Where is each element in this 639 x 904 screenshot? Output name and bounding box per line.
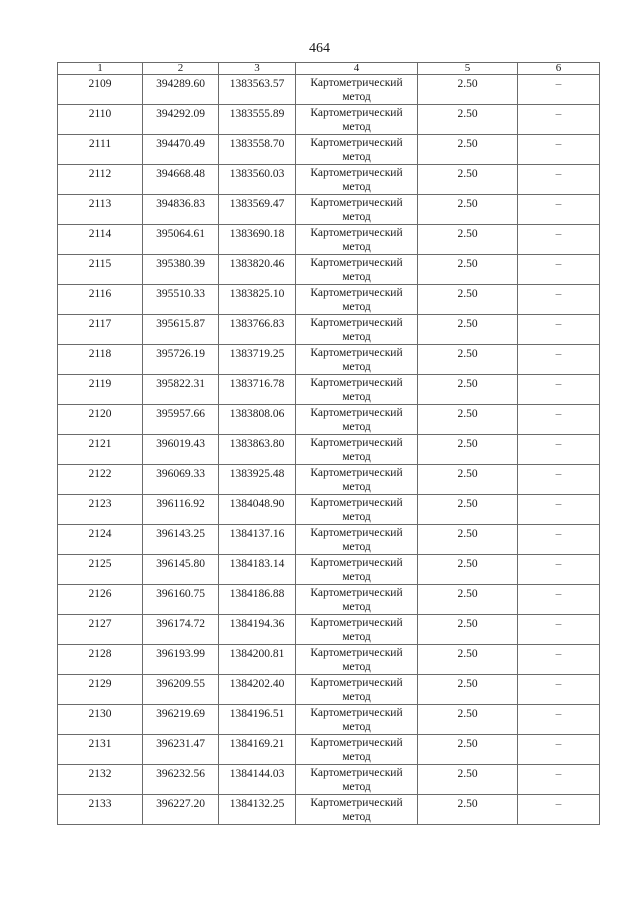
point-number-cell: 2112 [58, 165, 143, 195]
accuracy-cell: 2.50 [418, 525, 518, 555]
accuracy-cell: 2.50 [418, 735, 518, 765]
table-header-row [58, 63, 600, 75]
column-header-3: 3 [219, 63, 296, 75]
method-cell: Картометрический метод [296, 405, 418, 435]
point-number-cell: 2111 [58, 135, 143, 165]
accuracy-cell: 2.50 [418, 555, 518, 585]
y-coordinate-cell: 1383716.78 [219, 375, 296, 405]
y-coordinate-cell: 1383560.03 [219, 165, 296, 195]
point-number-cell: 2109 [58, 75, 143, 105]
method-cell: Картометрический метод [296, 705, 418, 735]
y-coordinate-cell: 1383569.47 [219, 195, 296, 225]
note-cell: – [518, 705, 600, 735]
y-coordinate-cell: 1384137.16 [219, 525, 296, 555]
y-coordinate-cell: 1384132.25 [219, 795, 296, 825]
y-coordinate-cell: 1384202.40 [219, 675, 296, 705]
note-cell: – [518, 405, 600, 435]
method-cell: Картометрический метод [296, 225, 418, 255]
point-number-cell: 2110 [58, 105, 143, 135]
note-cell: – [518, 585, 600, 615]
x-coordinate-cell: 396069.33 [143, 465, 219, 495]
method-cell: Картометрический метод [296, 615, 418, 645]
accuracy-cell: 2.50 [418, 315, 518, 345]
x-coordinate-cell: 395822.31 [143, 375, 219, 405]
method-cell: Картометрический метод [296, 525, 418, 555]
table-row [58, 195, 600, 225]
table-row [58, 135, 600, 165]
table-row [58, 375, 600, 405]
table-row [58, 615, 600, 645]
table-row [58, 225, 600, 255]
point-number-cell: 2129 [58, 675, 143, 705]
note-cell: – [518, 615, 600, 645]
x-coordinate-cell: 395957.66 [143, 405, 219, 435]
y-coordinate-cell: 1384183.14 [219, 555, 296, 585]
accuracy-cell: 2.50 [418, 285, 518, 315]
point-number-cell: 2121 [58, 435, 143, 465]
x-coordinate-cell: 396219.69 [143, 705, 219, 735]
point-number-cell: 2126 [58, 585, 143, 615]
note-cell: – [518, 285, 600, 315]
y-coordinate-cell: 1383719.25 [219, 345, 296, 375]
accuracy-cell: 2.50 [418, 435, 518, 465]
y-coordinate-cell: 1383825.10 [219, 285, 296, 315]
table-row [58, 345, 600, 375]
x-coordinate-cell: 396019.43 [143, 435, 219, 465]
table-row [58, 75, 600, 105]
table-row [58, 705, 600, 735]
note-cell: – [518, 675, 600, 705]
method-cell: Картометрический метод [296, 75, 418, 105]
method-cell: Картометрический метод [296, 765, 418, 795]
method-cell: Картометрический метод [296, 285, 418, 315]
method-cell: Картометрический метод [296, 135, 418, 165]
accuracy-cell: 2.50 [418, 645, 518, 675]
table-row [58, 795, 600, 825]
method-cell: Картометрический метод [296, 735, 418, 765]
accuracy-cell: 2.50 [418, 765, 518, 795]
note-cell: – [518, 765, 600, 795]
table-row [58, 105, 600, 135]
accuracy-cell: 2.50 [418, 795, 518, 825]
y-coordinate-cell: 1384144.03 [219, 765, 296, 795]
x-coordinate-cell: 394289.60 [143, 75, 219, 105]
accuracy-cell: 2.50 [418, 375, 518, 405]
note-cell: – [518, 165, 600, 195]
accuracy-cell: 2.50 [418, 195, 518, 225]
point-number-cell: 2123 [58, 495, 143, 525]
column-header-4: 4 [296, 63, 418, 75]
note-cell: – [518, 495, 600, 525]
accuracy-cell: 2.50 [418, 495, 518, 525]
note-cell: – [518, 135, 600, 165]
x-coordinate-cell: 396232.56 [143, 765, 219, 795]
coordinates-table [57, 62, 600, 825]
y-coordinate-cell: 1384186.88 [219, 585, 296, 615]
accuracy-cell: 2.50 [418, 465, 518, 495]
method-cell: Картометрический метод [296, 495, 418, 525]
y-coordinate-cell: 1384194.36 [219, 615, 296, 645]
note-cell: – [518, 465, 600, 495]
table-row [58, 735, 600, 765]
x-coordinate-cell: 395510.33 [143, 285, 219, 315]
accuracy-cell: 2.50 [418, 225, 518, 255]
note-cell: – [518, 525, 600, 555]
table-row [58, 465, 600, 495]
table-row [58, 525, 600, 555]
x-coordinate-cell: 396227.20 [143, 795, 219, 825]
accuracy-cell: 2.50 [418, 255, 518, 285]
x-coordinate-cell: 396143.25 [143, 525, 219, 555]
point-number-cell: 2124 [58, 525, 143, 555]
point-number-cell: 2127 [58, 615, 143, 645]
method-cell: Картометрический метод [296, 465, 418, 495]
note-cell: – [518, 225, 600, 255]
table-row [58, 495, 600, 525]
point-number-cell: 2131 [58, 735, 143, 765]
point-number-cell: 2116 [58, 285, 143, 315]
table-row [58, 675, 600, 705]
method-cell: Картометрический метод [296, 195, 418, 225]
y-coordinate-cell: 1383863.80 [219, 435, 296, 465]
note-cell: – [518, 375, 600, 405]
accuracy-cell: 2.50 [418, 705, 518, 735]
point-number-cell: 2117 [58, 315, 143, 345]
y-coordinate-cell: 1384196.51 [219, 705, 296, 735]
column-header-1: 1 [58, 63, 143, 75]
note-cell: – [518, 795, 600, 825]
x-coordinate-cell: 396209.55 [143, 675, 219, 705]
x-coordinate-cell: 395726.19 [143, 345, 219, 375]
column-header-6: 6 [518, 63, 600, 75]
note-cell: – [518, 555, 600, 585]
point-number-cell: 2125 [58, 555, 143, 585]
method-cell: Картометрический метод [296, 375, 418, 405]
y-coordinate-cell: 1384200.81 [219, 645, 296, 675]
x-coordinate-cell: 396174.72 [143, 615, 219, 645]
y-coordinate-cell: 1383925.48 [219, 465, 296, 495]
note-cell: – [518, 435, 600, 465]
page-number: 464 [309, 41, 330, 56]
note-cell: – [518, 105, 600, 135]
table-row [58, 255, 600, 285]
y-coordinate-cell: 1383555.89 [219, 105, 296, 135]
accuracy-cell: 2.50 [418, 135, 518, 165]
method-cell: Картометрический метод [296, 165, 418, 195]
y-coordinate-cell: 1384169.21 [219, 735, 296, 765]
method-cell: Картометрический метод [296, 345, 418, 375]
note-cell: – [518, 75, 600, 105]
method-cell: Картометрический метод [296, 255, 418, 285]
accuracy-cell: 2.50 [418, 75, 518, 105]
note-cell: – [518, 735, 600, 765]
x-coordinate-cell: 396193.99 [143, 645, 219, 675]
method-cell: Картометрический метод [296, 795, 418, 825]
accuracy-cell: 2.50 [418, 105, 518, 135]
point-number-cell: 2113 [58, 195, 143, 225]
method-cell: Картометрический метод [296, 105, 418, 135]
table-row [58, 645, 600, 675]
point-number-cell: 2119 [58, 375, 143, 405]
method-cell: Картометрический метод [296, 315, 418, 345]
y-coordinate-cell: 1383563.57 [219, 75, 296, 105]
accuracy-cell: 2.50 [418, 165, 518, 195]
point-number-cell: 2132 [58, 765, 143, 795]
note-cell: – [518, 195, 600, 225]
y-coordinate-cell: 1383820.46 [219, 255, 296, 285]
x-coordinate-cell: 394836.83 [143, 195, 219, 225]
x-coordinate-cell: 396116.92 [143, 495, 219, 525]
x-coordinate-cell: 396145.80 [143, 555, 219, 585]
x-coordinate-cell: 395615.87 [143, 315, 219, 345]
method-cell: Картометрический метод [296, 675, 418, 705]
accuracy-cell: 2.50 [418, 345, 518, 375]
column-header-2: 2 [143, 63, 219, 75]
table-row [58, 405, 600, 435]
accuracy-cell: 2.50 [418, 615, 518, 645]
accuracy-cell: 2.50 [418, 405, 518, 435]
x-coordinate-cell: 394668.48 [143, 165, 219, 195]
table-row [58, 555, 600, 585]
table-row [58, 315, 600, 345]
table-row [58, 585, 600, 615]
point-number-cell: 2128 [58, 645, 143, 675]
table-row [58, 165, 600, 195]
x-coordinate-cell: 395380.39 [143, 255, 219, 285]
x-coordinate-cell: 396160.75 [143, 585, 219, 615]
column-header-5: 5 [418, 63, 518, 75]
y-coordinate-cell: 1383690.18 [219, 225, 296, 255]
x-coordinate-cell: 396231.47 [143, 735, 219, 765]
point-number-cell: 2118 [58, 345, 143, 375]
note-cell: – [518, 255, 600, 285]
y-coordinate-cell: 1384048.90 [219, 495, 296, 525]
method-cell: Картометрический метод [296, 585, 418, 615]
note-cell: – [518, 645, 600, 675]
table-row [58, 285, 600, 315]
point-number-cell: 2120 [58, 405, 143, 435]
method-cell: Картометрический метод [296, 645, 418, 675]
x-coordinate-cell: 394470.49 [143, 135, 219, 165]
table-body [58, 75, 600, 825]
x-coordinate-cell: 395064.61 [143, 225, 219, 255]
point-number-cell: 2115 [58, 255, 143, 285]
table-row [58, 435, 600, 465]
point-number-cell: 2122 [58, 465, 143, 495]
note-cell: – [518, 315, 600, 345]
method-cell: Картометрический метод [296, 555, 418, 585]
accuracy-cell: 2.50 [418, 585, 518, 615]
y-coordinate-cell: 1383808.06 [219, 405, 296, 435]
y-coordinate-cell: 1383766.83 [219, 315, 296, 345]
note-cell: – [518, 345, 600, 375]
method-cell: Картометрический метод [296, 435, 418, 465]
table-row [58, 765, 600, 795]
y-coordinate-cell: 1383558.70 [219, 135, 296, 165]
accuracy-cell: 2.50 [418, 675, 518, 705]
x-coordinate-cell: 394292.09 [143, 105, 219, 135]
point-number-cell: 2130 [58, 705, 143, 735]
point-number-cell: 2114 [58, 225, 143, 255]
point-number-cell: 2133 [58, 795, 143, 825]
